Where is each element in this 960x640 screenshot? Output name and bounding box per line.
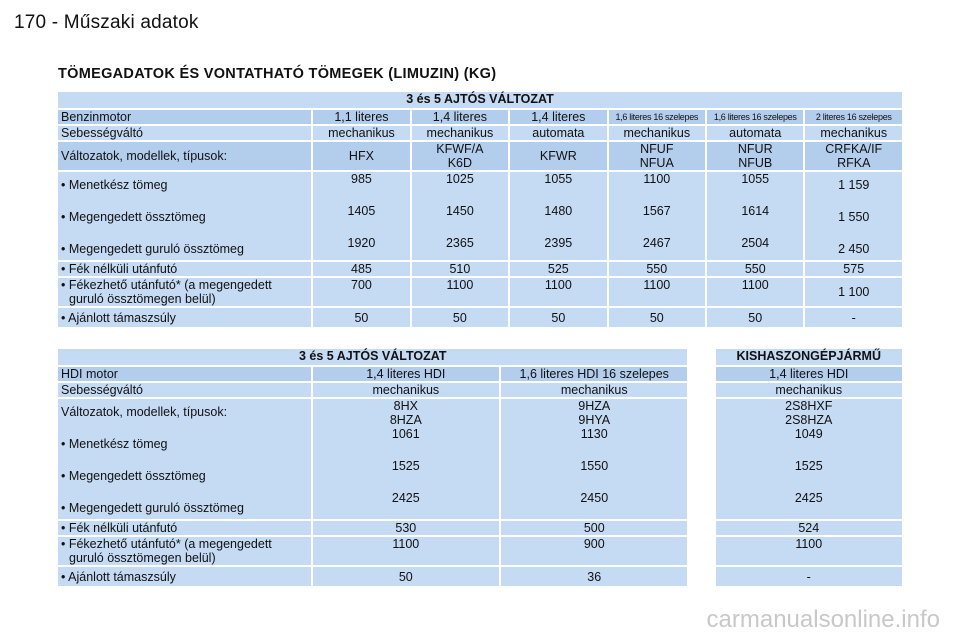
engine-cell: 1,4 literes HDI [716,367,902,381]
weight-value: 1061 [391,427,420,441]
value-cell: 550 [609,262,705,276]
weight-value: 1920 [347,236,376,250]
weight-value: 985 [351,172,372,186]
weight-value: 2 450 [838,242,870,256]
spacer [689,537,713,565]
value-cell: 550 [707,262,803,276]
variant-code: KFWR [539,149,577,163]
weight-value: 1480 [544,204,573,218]
weight-value: 1025 [445,172,474,186]
weight-value: 1525 [794,459,823,473]
engine-cell: 1,4 literes HDI [313,367,499,381]
row-label: Sebességváltó [58,126,311,140]
spacer [689,349,713,365]
weight-value: 1130 [580,427,608,441]
weight-value: 1550 [580,459,609,473]
mass-label-train: • Megengedett guruló össztömeg [61,501,244,515]
nose-weight-row [58,567,902,586]
weight-cell [707,172,803,260]
row-label [58,537,311,565]
value-cell: 50 [313,308,409,327]
variant-code: KFWF/A [436,142,484,156]
mass-label-gross: • Megengedett össztömeg [61,210,206,224]
value-cell: 1100 [412,278,508,306]
mass-label-train: • Megengedett guruló össztömeg [61,242,244,256]
variants-row [58,142,902,170]
weight-cell [609,172,705,260]
value-cell: 50 [412,308,508,327]
row-label-line: guruló össztömegen belül) [69,292,216,306]
weight-value: 2425 [391,491,420,505]
table-title-row [58,349,902,365]
variant-weight-cell [313,399,499,519]
value-cell: - [716,567,902,586]
weight-value: 1055 [544,172,573,186]
row-label: Sebességváltó [58,383,311,397]
page-header: 170 - Műszaki adatok [14,12,199,33]
value-cell: 50 [510,308,606,327]
gearbox-cell: mechanikus [313,126,409,140]
spacer [689,567,713,586]
gearbox-cell: mechanikus [313,383,499,397]
mass-label-kerb: • Menetkész tömeg [61,437,168,451]
value-cell: 1100 [510,278,606,306]
row-label: Változatok, modellek, típusok: [58,142,311,170]
variant-code: RFKA [837,156,871,170]
variant-weight-cell [716,399,902,519]
row-label-line: guruló össztömegen belül) [69,551,216,565]
value-cell: 1100 [313,537,499,565]
row-label-line: • Fékezhető utánfutó* (a megengedett [61,278,272,292]
row-label: HDI motor [58,367,311,381]
gearbox-cell: mechanikus [609,126,705,140]
weight-value: 1100 [643,172,671,186]
weight-value: 1055 [741,172,770,186]
value-cell: - [805,308,902,327]
row-label-line: • Fékezhető utánfutó* (a megengedett [61,537,272,551]
value-cell: 50 [609,308,705,327]
gearbox-cell: mechanikus [412,126,508,140]
engine-cell: 1,6 literes HDI 16 szelepes [501,367,687,381]
value-cell: 530 [313,521,499,535]
weights-row [58,172,902,260]
engine-cell: 1,6 literes 16 szelepes [707,110,803,124]
gearbox-cell: mechanikus [716,383,902,397]
variant-code: HFX [348,149,374,163]
value-cell: 510 [412,262,508,276]
value-cell: 50 [313,567,499,586]
engine-cell: 2 literes 16 szelepes [805,110,902,124]
weight-labels [58,399,311,519]
watermark: carmanualsonline.info [706,606,940,633]
weight-value: 2365 [445,236,474,250]
weight-cell [313,172,409,260]
variant-code: K6D [447,156,473,170]
mass-label-kerb: • Menetkész tömeg [61,178,168,192]
row-label: Benzinmotor [58,110,311,124]
braked-trailer-row [58,537,902,565]
engine-cell: 1,1 literes [313,110,409,124]
braked-trailer-row [58,278,902,306]
variant-code: 2S8HXF [785,399,833,413]
engine-cell: 1,6 literes 16 szelepes [609,110,705,124]
gearbox-cell: automata [707,126,803,140]
nose-weight-row [58,308,902,327]
engine-cell: 1,4 literes [510,110,606,124]
gearbox-cell: mechanikus [805,126,902,140]
variant-cell [805,142,902,170]
value-cell: 500 [501,521,687,535]
value-cell: 485 [313,262,409,276]
variant-weight-cell [501,399,687,519]
weight-value: 2467 [642,236,671,250]
unbraked-trailer-row [58,262,902,276]
weight-value: 1450 [445,204,474,218]
variant-code: CRFKA/IF [825,142,883,156]
variant-cell [313,142,409,170]
weight-value: 1 550 [838,210,870,224]
unbraked-trailer-row [58,521,902,535]
weight-cell [510,172,606,260]
table-title: 3 és 5 AJTÓS VÁLTOZAT [58,92,902,108]
weight-cell [412,172,508,260]
row-label: • Ajánlott támaszsúly [58,308,311,327]
section-title: TÖMEGADATOK ÉS VONTATHATÓ TÖMEGEK (LIMUZIN) (KG) [58,66,497,82]
value-cell: 1100 [707,278,803,306]
weight-value: 1 159 [838,178,870,192]
gearbox-cell: automata [510,126,606,140]
variant-code: 8HX [393,399,418,413]
weight-value: 1525 [391,459,420,473]
gearbox-cell: mechanikus [501,383,687,397]
variant-code: 9HZA [578,399,611,413]
spacer [689,367,713,381]
row-label [58,278,311,306]
value-cell: 36 [501,567,687,586]
commercial-title: KISHASZONGÉPJÁRMŰ [716,349,902,365]
spacer [689,399,713,519]
variants-weights-row [58,399,902,519]
weight-value: 1049 [794,427,823,441]
row-label: • Ajánlott támaszsúly [58,567,311,586]
mass-label-gross: • Megengedett össztömeg [61,469,206,483]
engine-cell: 1,4 literes [412,110,508,124]
weight-value: 2450 [580,491,609,505]
petrol-weights-table [56,90,904,329]
value-cell: 1100 [609,278,705,306]
diesel-weights-table [56,347,904,588]
variant-cell [609,142,705,170]
table-title-row [58,92,902,108]
engine-row [58,110,902,124]
weight-value: 1567 [642,204,671,218]
table-title: 3 és 5 AJTÓS VÁLTOZAT [58,349,687,365]
value-cell: 50 [707,308,803,327]
spacer [689,383,713,397]
weight-value: 1405 [347,204,376,218]
weight-value: 2425 [794,491,823,505]
engine-row [58,367,902,381]
variant-code: 9HYA [578,413,611,427]
variant-code: NFUF [640,142,674,156]
value-cell: 1 100 [805,278,902,306]
variants-label: Változatok, modellek, típusok: [61,405,228,419]
variant-code: NFUB [738,156,773,170]
variant-code: NFUA [639,156,674,170]
variant-cell [707,142,803,170]
value-cell: 900 [501,537,687,565]
weight-value: 2395 [544,236,573,250]
weight-value: 1614 [741,204,770,218]
variant-cell [510,142,606,170]
value-cell: 525 [510,262,606,276]
weight-value: 2504 [741,236,770,250]
row-label: • Fék nélküli utánfutó [58,262,311,276]
value-cell: 575 [805,262,902,276]
variant-code: 8HZA [389,413,422,427]
value-cell: 700 [313,278,409,306]
variant-cell [412,142,508,170]
gearbox-row [58,126,902,140]
variant-code: NFUR [737,142,773,156]
value-cell: 1100 [716,537,902,565]
variant-code: 2S8HZA [785,413,833,427]
weight-cell [805,172,902,260]
weight-labels [58,172,311,260]
spacer [689,521,713,535]
gearbox-row [58,383,902,397]
value-cell: 524 [716,521,902,535]
row-label: • Fék nélküli utánfutó [58,521,311,535]
